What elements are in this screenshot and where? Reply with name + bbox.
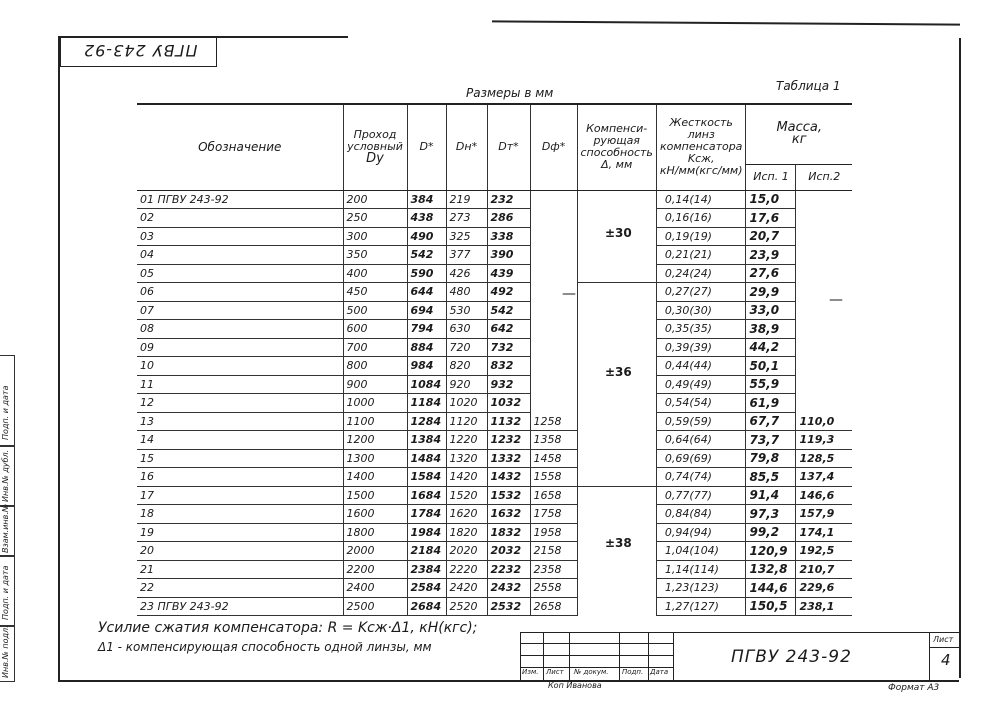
cell-Dt: 2232: [487, 560, 530, 579]
cell-stiffness: 0,84(84): [656, 505, 746, 524]
cell-stiffness: 1,27(127): [656, 597, 746, 616]
cell-stiffness: 0,30(30): [656, 301, 746, 320]
cell-Df: 1358: [530, 431, 577, 450]
cell-Dt: 732: [487, 338, 530, 357]
cell-mass-isp1: 29,9: [746, 283, 796, 302]
cell-mass-isp1: 27,6: [746, 264, 796, 283]
cell-mass-isp2: 137,4: [796, 468, 852, 487]
cell-D: 1984: [407, 523, 446, 542]
cell-mass-isp2: 157,9: [796, 505, 852, 524]
cell-Dn: 325: [446, 227, 487, 246]
cell-Df: 1658: [530, 486, 577, 505]
cell-Df: [530, 338, 577, 357]
cell-mass-isp2: 192,5: [796, 542, 852, 561]
tb-sheet-number: 4: [941, 651, 951, 669]
cell-comp: [577, 283, 656, 302]
cell-Dt: 1332: [487, 449, 530, 468]
cell-Df: 2558: [530, 579, 577, 598]
cell-Dn: 2020: [446, 542, 487, 561]
cell-comp: [577, 209, 656, 228]
cell-Dn: 820: [446, 357, 487, 376]
cell-mass-isp2: [796, 227, 852, 246]
cell-designation: 14: [137, 431, 343, 450]
cell-nominal-pass: 450: [343, 283, 407, 302]
cell-nominal-pass: 800: [343, 357, 407, 376]
cell-stiffness: 0,94(94): [656, 523, 746, 542]
cell-mass-isp1: 44,2: [746, 338, 796, 357]
cell-comp: [577, 449, 656, 468]
cell-mass-isp2: [796, 375, 852, 394]
cell-stiffness: 0,14(14): [656, 190, 746, 209]
cell-stiffness: 0,24(24): [656, 264, 746, 283]
cell-mass-isp1: 91,4: [746, 486, 796, 505]
cell-Dt: 390: [487, 246, 530, 265]
cell-designation: 03: [137, 227, 343, 246]
cell-nominal-pass: 2500: [343, 597, 407, 616]
cell-designation: 10: [137, 357, 343, 376]
tb-copied-by: Коп Иванова: [548, 681, 602, 690]
header-D: D*: [407, 104, 446, 190]
cell-designation: 19: [137, 523, 343, 542]
cell-comp: [577, 190, 656, 209]
cell-stiffness: 0,16(16): [656, 209, 746, 228]
cell-Dt: 338: [487, 227, 530, 246]
table-row: [137, 542, 852, 561]
cell-mass-isp2: [796, 264, 852, 283]
cell-comp: [577, 560, 656, 579]
cell-mass-isp1: 97,3: [746, 505, 796, 524]
cell-Dn: 1520: [446, 486, 487, 505]
cell-stiffness: 0,35(35): [656, 320, 746, 339]
cell-designation: 02: [137, 209, 343, 228]
cell-designation: 12: [137, 394, 343, 413]
cell-designation: 23 ПГВУ 243-92: [137, 597, 343, 616]
cell-Dt: 1832: [487, 523, 530, 542]
cell-Df: [530, 227, 577, 246]
cell-D: 1784: [407, 505, 446, 524]
cell-nominal-pass: 1500: [343, 486, 407, 505]
cell-comp: [577, 246, 656, 265]
cell-nominal-pass: 400: [343, 264, 407, 283]
cell-Dn: 920: [446, 375, 487, 394]
cell-mass-isp2: 210,7: [796, 560, 852, 579]
cell-designation: 17: [137, 486, 343, 505]
cell-nominal-pass: 500: [343, 301, 407, 320]
cell-D: 490: [407, 227, 446, 246]
cell-Dn: 1320: [446, 449, 487, 468]
cell-Dt: 439: [487, 264, 530, 283]
cell-mass-isp2: 174,1: [796, 523, 852, 542]
table-row: [137, 338, 852, 357]
cell-Dt: 2532: [487, 597, 530, 616]
comp-36-value: ±36: [605, 365, 632, 379]
cell-Dn: 1820: [446, 523, 487, 542]
cell-stiffness: 1,23(123): [656, 579, 746, 598]
cell-Dn: 1620: [446, 505, 487, 524]
table-row: [137, 523, 852, 542]
cell-Dt: 286: [487, 209, 530, 228]
frame-top-line-right: [492, 20, 960, 25]
cell-mass-isp2: [796, 394, 852, 413]
dimensions-note: Размеры в мм: [466, 86, 554, 100]
cell-designation: 05: [137, 264, 343, 283]
cell-nominal-pass: 200: [343, 190, 407, 209]
cell-Dt: 2032: [487, 542, 530, 561]
frame-right-line: [959, 38, 961, 678]
cell-D: 1584: [407, 468, 446, 487]
cell-Df: [530, 264, 577, 283]
tb-col-list: Лист: [546, 668, 564, 676]
cell-stiffness: 0,19(19): [656, 227, 746, 246]
header-mass: Масса, кг: [746, 104, 852, 164]
cell-stiffness: 0,77(77): [656, 486, 746, 505]
cell-Df: [530, 394, 577, 413]
table-row: [137, 505, 852, 524]
header-Dt: Dт*: [487, 104, 530, 190]
cell-Df: 1758: [530, 505, 577, 524]
cell-D: 884: [407, 338, 446, 357]
cell-designation: 07: [137, 301, 343, 320]
cell-mass-isp1: 55,9: [746, 375, 796, 394]
cell-Dt: 232: [487, 190, 530, 209]
rotated-designation-box: [60, 36, 217, 67]
cell-Df: 1258: [530, 412, 577, 431]
cell-designation: 20: [137, 542, 343, 561]
cell-mass-isp2: [796, 320, 852, 339]
cell-mass-isp2: [796, 246, 852, 265]
cell-nominal-pass: 1000: [343, 394, 407, 413]
cell-comp: [577, 579, 656, 598]
cell-Df: [530, 320, 577, 339]
cell-Dn: 2420: [446, 579, 487, 598]
cell-Dn: 1020: [446, 394, 487, 413]
header-stiffness: Жесткость линз компенсатора Kсж, кН/мм(кгс/мм): [656, 104, 746, 190]
cell-mass-isp1: 132,8: [746, 560, 796, 579]
note-line-2: Δ1 - компенсирующая способность одной линзы, мм: [98, 640, 432, 654]
cell-Df: [530, 209, 577, 228]
cell-Dt: 1032: [487, 394, 530, 413]
cell-Df: [530, 190, 577, 209]
header-mass-isp1: Исп. 1: [746, 164, 796, 190]
table-label: Таблица 1: [776, 79, 841, 93]
cell-mass-isp2: [796, 301, 852, 320]
cell-stiffness: 0,44(44): [656, 357, 746, 376]
cell-mass-isp1: 67,7: [746, 412, 796, 431]
cell-designation: 04: [137, 246, 343, 265]
cell-D: 438: [407, 209, 446, 228]
cell-Dt: 642: [487, 320, 530, 339]
cell-nominal-pass: 700: [343, 338, 407, 357]
cell-comp: [577, 486, 656, 505]
table-row: [137, 468, 852, 487]
cell-D: 1084: [407, 375, 446, 394]
cell-mass-isp1: 20,7: [746, 227, 796, 246]
cell-mass-isp1: 50,1: [746, 357, 796, 376]
cell-comp: [577, 468, 656, 487]
cell-designation: 15: [137, 449, 343, 468]
cell-mass-isp2: [796, 357, 852, 376]
cell-mass-isp1: 144,6: [746, 579, 796, 598]
tb-designation: ПГВУ 243-92: [731, 647, 852, 667]
table-row: [137, 246, 852, 265]
cell-nominal-pass: 250: [343, 209, 407, 228]
header-Dn: Dн*: [446, 104, 487, 190]
table-row: [137, 597, 852, 616]
dimensions-table: [137, 103, 852, 616]
cell-Dn: 426: [446, 264, 487, 283]
cell-mass-isp2: 238,1: [796, 597, 852, 616]
cell-designation: 13: [137, 412, 343, 431]
cell-Df: 1458: [530, 449, 577, 468]
table-row: [137, 560, 852, 579]
side-inv-orig: Инв.№ подл.: [1, 625, 10, 678]
cell-mass-isp2: [796, 209, 852, 228]
cell-Dn: 219: [446, 190, 487, 209]
cell-Df: 2658: [530, 597, 577, 616]
cell-comp: [577, 301, 656, 320]
table-row: [137, 394, 852, 413]
cell-mass-isp1: 23,9: [746, 246, 796, 265]
cell-Dt: 542: [487, 301, 530, 320]
table-row: [137, 283, 852, 302]
side-sign-date-1: Подп. и дата: [1, 565, 10, 620]
cell-Df: 1958: [530, 523, 577, 542]
table-row: [137, 264, 852, 283]
cell-D: 644: [407, 283, 446, 302]
cell-Dt: 2432: [487, 579, 530, 598]
cell-D: 590: [407, 264, 446, 283]
cell-designation: 22: [137, 579, 343, 598]
title-block: [520, 632, 960, 681]
cell-comp: [577, 338, 656, 357]
cell-Dn: 273: [446, 209, 487, 228]
cell-comp: [577, 264, 656, 283]
cell-Dn: 1120: [446, 412, 487, 431]
cell-stiffness: 0,64(64): [656, 431, 746, 450]
header-mass-isp2: Исп.2: [796, 164, 852, 190]
cell-stiffness: 0,27(27): [656, 283, 746, 302]
table-row: [137, 209, 852, 228]
cell-mass-isp1: 120,9: [746, 542, 796, 561]
cell-stiffness: 1,04(104): [656, 542, 746, 561]
rotated-designation-text: ПГВУ 243-92: [83, 41, 198, 60]
cell-comp: [577, 431, 656, 450]
cell-stiffness: 0,69(69): [656, 449, 746, 468]
header-nominal-pass: Проход условный Dy: [343, 104, 407, 190]
cell-D: 794: [407, 320, 446, 339]
cell-designation: 06: [137, 283, 343, 302]
cell-Df: [530, 246, 577, 265]
cell-D: 1384: [407, 431, 446, 450]
table-row: [137, 301, 852, 320]
cell-designation: 01 ПГВУ 243-92: [137, 190, 343, 209]
cell-comp: [577, 320, 656, 339]
tb-col-sign: Подп.: [622, 668, 644, 676]
cell-comp: [577, 505, 656, 524]
cell-Dn: 720: [446, 338, 487, 357]
table-row: [137, 227, 852, 246]
cell-designation: 21: [137, 560, 343, 579]
cell-nominal-pass: 900: [343, 375, 407, 394]
cell-stiffness: 0,49(49): [656, 375, 746, 394]
cell-nominal-pass: 1100: [343, 412, 407, 431]
cell-mass-isp2: 146,6: [796, 486, 852, 505]
cell-Df: 2358: [530, 560, 577, 579]
cell-nominal-pass: 1400: [343, 468, 407, 487]
cell-D: 2584: [407, 579, 446, 598]
cell-D: 1484: [407, 449, 446, 468]
cell-designation: 11: [137, 375, 343, 394]
cell-mass-isp1: 17,6: [746, 209, 796, 228]
cell-mass-isp1: 38,9: [746, 320, 796, 339]
cell-nominal-pass: 350: [343, 246, 407, 265]
cell-Df: 2158: [530, 542, 577, 561]
cell-mass-isp2: 229,6: [796, 579, 852, 598]
cell-nominal-pass: 1300: [343, 449, 407, 468]
cell-Dt: 832: [487, 357, 530, 376]
cell-D: 984: [407, 357, 446, 376]
cell-Dn: 530: [446, 301, 487, 320]
cell-nominal-pass: 300: [343, 227, 407, 246]
side-inv-dup: Инв.№ дубл.: [1, 449, 10, 502]
tb-format: Формат А3: [888, 683, 940, 693]
cell-Df: [530, 301, 577, 320]
cell-mass-isp1: 99,2: [746, 523, 796, 542]
side-replaces-inv: Взам.инв.№: [1, 503, 10, 553]
tb-col-doc: № докум.: [574, 668, 609, 676]
cell-Dn: 2520: [446, 597, 487, 616]
cell-designation: 16: [137, 468, 343, 487]
cell-stiffness: 0,39(39): [656, 338, 746, 357]
table-row: [137, 412, 852, 431]
cell-nominal-pass: 1200: [343, 431, 407, 450]
header-compensating-capacity: Компенси- рующая способность Δ, мм: [577, 104, 656, 190]
cell-mass-isp1: 15,0: [746, 190, 796, 209]
cell-Dn: 1220: [446, 431, 487, 450]
tb-col-izm: Изм.: [522, 668, 539, 676]
table-row: [137, 190, 852, 209]
cell-D: 542: [407, 246, 446, 265]
cell-nominal-pass: 2200: [343, 560, 407, 579]
mass2-dash: —: [829, 292, 843, 308]
cell-mass-isp2: 119,3: [796, 431, 852, 450]
cell-D: 1184: [407, 394, 446, 413]
cell-stiffness: 0,21(21): [656, 246, 746, 265]
df-dash: —: [562, 286, 576, 302]
cell-D: 1684: [407, 486, 446, 505]
cell-Dt: 1132: [487, 412, 530, 431]
cell-mass-isp2: [796, 283, 852, 302]
cell-mass-isp1: 61,9: [746, 394, 796, 413]
cell-mass-isp1: 85,5: [746, 468, 796, 487]
cell-nominal-pass: 2400: [343, 579, 407, 598]
cell-Dt: 1632: [487, 505, 530, 524]
cell-designation: 08: [137, 320, 343, 339]
table-row: [137, 431, 852, 450]
cell-mass-isp1: 79,8: [746, 449, 796, 468]
cell-Df: 1558: [530, 468, 577, 487]
cell-Dt: 1232: [487, 431, 530, 450]
cell-designation: 18: [137, 505, 343, 524]
cell-Df: [530, 357, 577, 376]
cell-Dn: 480: [446, 283, 487, 302]
cell-stiffness: 0,59(59): [656, 412, 746, 431]
cell-nominal-pass: 1600: [343, 505, 407, 524]
table-row: [137, 579, 852, 598]
cell-D: 1284: [407, 412, 446, 431]
table-row: [137, 375, 852, 394]
cell-nominal-pass: 1800: [343, 523, 407, 542]
cell-D: 694: [407, 301, 446, 320]
cell-stiffness: 0,74(74): [656, 468, 746, 487]
comp-30-value: ±30: [605, 226, 632, 240]
cell-mass-isp2: 110,0: [796, 412, 852, 431]
cell-Dn: 2220: [446, 560, 487, 579]
cell-Dn: 1420: [446, 468, 487, 487]
side-sign-date-2: Подп. и дата: [1, 385, 10, 440]
cell-stiffness: 0,54(54): [656, 394, 746, 413]
cell-D: 2384: [407, 560, 446, 579]
header-designation: Обозначение: [137, 104, 343, 190]
cell-comp: [577, 412, 656, 431]
cell-Dt: 932: [487, 375, 530, 394]
header-Df: Dф*: [530, 104, 577, 190]
cell-mass-isp1: 33,0: [746, 301, 796, 320]
cell-mass-isp1: 73,7: [746, 431, 796, 450]
cell-Dt: 1432: [487, 468, 530, 487]
cell-D: 384: [407, 190, 446, 209]
frame-left-line: [58, 36, 60, 682]
cell-designation: 09: [137, 338, 343, 357]
tb-col-date: Дата: [650, 668, 669, 676]
cell-nominal-pass: 600: [343, 320, 407, 339]
cell-nominal-pass: 2000: [343, 542, 407, 561]
cell-mass-isp2: 128,5: [796, 449, 852, 468]
cell-mass-isp2: [796, 338, 852, 357]
cell-Df: [530, 375, 577, 394]
table-row: [137, 486, 852, 505]
cell-comp: [577, 394, 656, 413]
cell-comp: [577, 597, 656, 616]
cell-mass-isp2: [796, 190, 852, 209]
cell-Dt: 1532: [487, 486, 530, 505]
cell-Dn: 630: [446, 320, 487, 339]
cell-mass-isp1: 150,5: [746, 597, 796, 616]
cell-Dn: 377: [446, 246, 487, 265]
cell-D: 2684: [407, 597, 446, 616]
table-row: [137, 320, 852, 339]
cell-Dt: 492: [487, 283, 530, 302]
table-row: [137, 357, 852, 376]
comp-38-value: ±38: [605, 536, 632, 550]
tb-sheet-label: Лист: [933, 635, 954, 644]
cell-D: 2184: [407, 542, 446, 561]
note-line-1: Усилие сжатия компенсатора: R = Kсж·Δ1, кН(кгс);: [98, 620, 478, 636]
cell-stiffness: 1,14(114): [656, 560, 746, 579]
table-row: [137, 449, 852, 468]
